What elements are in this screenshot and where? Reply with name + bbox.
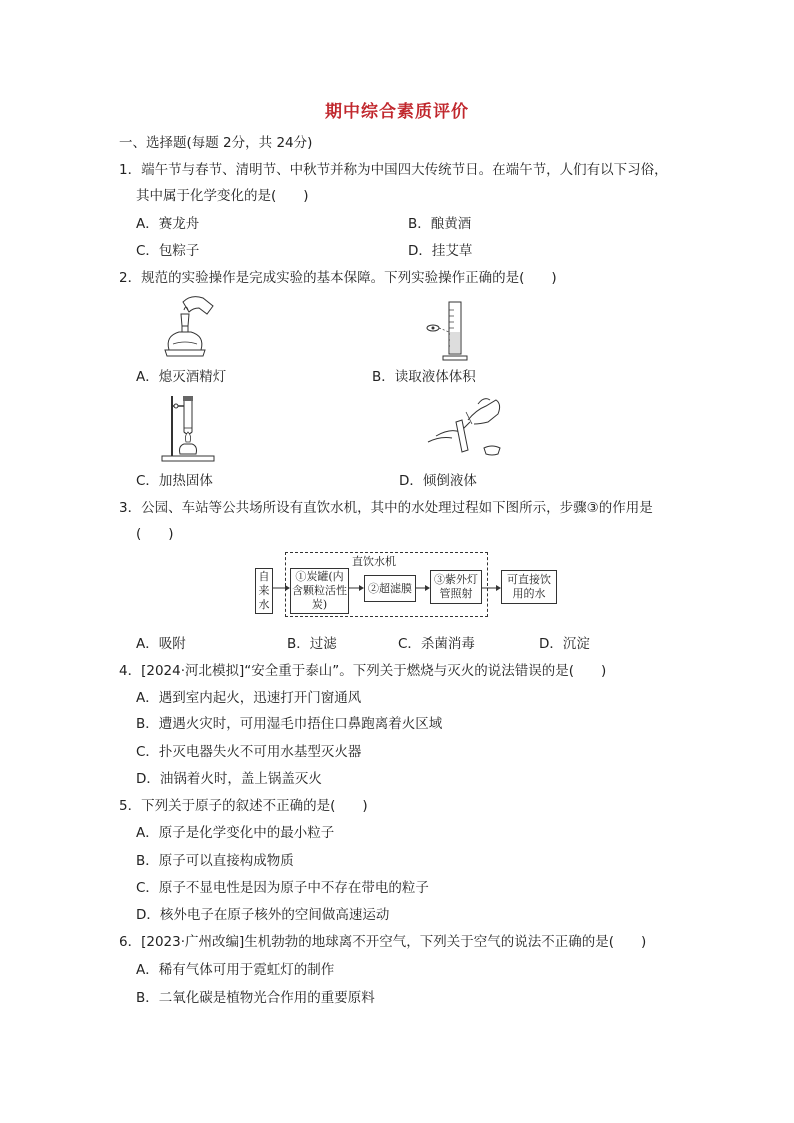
question-5-option-d[interactable]: D．核外电子在原子核外的空间做高速运动 — [136, 907, 390, 923]
question-3-stem: 3．公园、车站等公共场所设有直饮水机，其中的水处理过程如下图所示，步骤③的作用是 — [119, 500, 653, 516]
question-4-option-b[interactable]: B．遭遇火灾时，可用湿毛巾捂住口鼻跑离着火区域 — [136, 716, 443, 732]
question-3-stem-cont: ( ) — [136, 526, 174, 542]
question-2-stem: 2．规范的实验操作是完成实验的基本保障。下列实验操作正确的是( ) — [119, 270, 557, 286]
question-2-option-d[interactable]: D．倾倒液体 — [399, 473, 477, 489]
page-title: 期中综合素质评价 — [325, 102, 469, 122]
heating-solid-illustration — [158, 392, 218, 464]
diagram-group-label: 直饮水机 — [352, 555, 396, 568]
question-1-stem-cont: 其中属于化学变化的是( ) — [136, 188, 309, 204]
question-4-option-d[interactable]: D．油锅着火时，盖上锅盖灭火 — [136, 771, 322, 787]
question-4-stem: 4．[2024·河北模拟]“安全重于泰山”。下列关于燃烧与灭火的说法错误的是( ) — [119, 663, 607, 679]
question-3-option-d[interactable]: D．沉淀 — [539, 636, 590, 652]
question-6-option-a[interactable]: A．稀有气体可用于霓虹灯的制作 — [136, 962, 335, 978]
question-1-option-a[interactable]: A．赛龙舟 — [136, 216, 200, 232]
drinkable-water-box: 可直接饮用的水 — [501, 570, 557, 604]
tap-water-box: 自来水 — [255, 568, 273, 614]
graduated-cylinder-illustration — [425, 300, 475, 362]
question-2-option-b[interactable]: B．读取液体体积 — [372, 369, 476, 385]
question-6-option-b[interactable]: B．二氧化碳是植物光合作用的重要原料 — [136, 990, 375, 1006]
question-1-option-b[interactable]: B．酿黄酒 — [408, 216, 472, 232]
question-3-option-b[interactable]: B．过滤 — [287, 636, 337, 652]
question-2-option-a[interactable]: A．熄灭酒精灯 — [136, 369, 227, 385]
question-4-option-a[interactable]: A．遇到室内起火，迅速打开门窗通风 — [136, 690, 362, 706]
alcohol-lamp-extinguish-illustration — [155, 292, 215, 360]
question-3-option-c[interactable]: C．杀菌消毒 — [398, 636, 475, 652]
question-5-option-b[interactable]: B．原子可以直接构成物质 — [136, 853, 294, 869]
question-1-option-c[interactable]: C．包粽子 — [136, 243, 200, 259]
question-1-stem: 1．端午节与春节、清明节、中秋节并称为中国四大传统节日。在端午节，人们有以下习俗， — [119, 162, 668, 178]
question-1-option-d[interactable]: D．挂艾草 — [408, 243, 473, 259]
question-6-stem: 6．[2023·广州改编]生机勃勃的地球离不开空气，下列关于空气的说法不正确的是( ) — [119, 934, 647, 950]
uv-lamp-box: ③紫外灯管照射 — [430, 570, 482, 604]
section-heading: 一、选择题(每题 2分，共 24分) — [119, 135, 313, 151]
carbon-tank-box: ①炭罐(内含颗粒活性炭) — [290, 568, 349, 614]
flow-arrows — [272, 584, 502, 592]
question-2-option-c[interactable]: C．加热固体 — [136, 473, 213, 489]
question-3-option-a[interactable]: A．吸附 — [136, 636, 186, 652]
ultrafiltration-box: ②超滤膜 — [364, 575, 416, 602]
question-5-stem: 5．下列关于原子的叙述不正确的是( ) — [119, 798, 368, 814]
pouring-liquid-illustration — [426, 392, 506, 462]
question-5-option-c[interactable]: C．原子不显电性是因为原子中不存在带电的粒子 — [136, 880, 429, 896]
question-4-option-c[interactable]: C．扑灭电器失火不可用水基型灭火器 — [136, 744, 362, 760]
question-5-option-a[interactable]: A．原子是化学变化中的最小粒子 — [136, 825, 335, 841]
